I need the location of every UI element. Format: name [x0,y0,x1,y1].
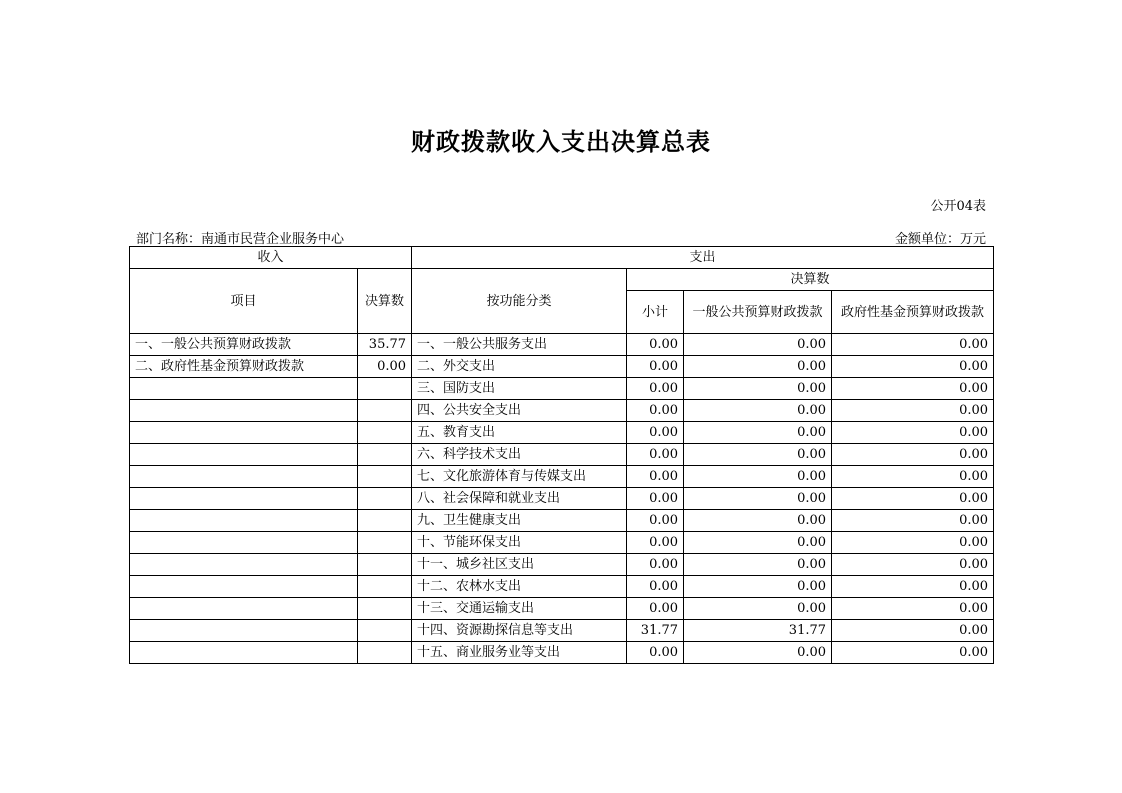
table-row [130,378,994,400]
income-item-cell [130,620,358,642]
expense-item-cell: 七、文化旅游体育与传媒支出 [412,466,627,488]
table-row [130,334,994,356]
subtotal-cell: 0.00 [627,400,684,422]
general-budget-cell: 0.00 [684,576,832,598]
income-amount-cell [358,598,412,620]
subtotal-cell: 0.00 [627,488,684,510]
gov-fund-cell: 0.00 [832,422,994,444]
income-item-cell [130,444,358,466]
gov-fund-cell: 0.00 [832,576,994,598]
table-row [130,356,994,378]
general-budget-cell: 0.00 [684,598,832,620]
header-expense: 支出 [412,247,994,269]
expense-item-cell: 三、国防支出 [412,378,627,400]
subtotal-cell: 0.00 [627,532,684,554]
gov-fund-cell: 0.00 [832,488,994,510]
income-amount-cell [358,400,412,422]
expense-item-cell: 十四、资源勘探信息等支出 [412,620,627,642]
table-row [130,400,994,422]
income-amount-cell [358,488,412,510]
gov-fund-cell: 0.00 [832,598,994,620]
income-item-cell [130,466,358,488]
general-budget-cell: 0.00 [684,466,832,488]
income-amount-cell [358,422,412,444]
income-item-cell [130,422,358,444]
table-row [130,444,994,466]
header-final: 决算数 [627,269,994,291]
expense-item-cell: 五、教育支出 [412,422,627,444]
table-row [130,510,994,532]
subtotal-cell: 0.00 [627,598,684,620]
subtotal-cell: 0.00 [627,356,684,378]
income-item-cell [130,510,358,532]
header-income: 收入 [130,247,412,269]
income-amount-cell [358,554,412,576]
table-row [130,620,994,642]
form-number: 公开04表 [930,199,986,214]
gov-fund-cell: 0.00 [832,356,994,378]
subtotal-cell: 0.00 [627,554,684,576]
table-row [130,598,994,620]
general-budget-cell: 0.00 [684,510,832,532]
subtotal-cell: 0.00 [627,334,684,356]
subtotal-cell: 0.00 [627,510,684,532]
expense-item-cell: 二、外交支出 [412,356,627,378]
income-item-cell [130,400,358,422]
general-budget-cell: 0.00 [684,378,832,400]
expense-item-cell: 十二、农林水支出 [412,576,627,598]
income-item-cell: 一、一般公共预算财政拨款 [130,334,358,356]
general-budget-cell: 0.00 [684,444,832,466]
gov-fund-cell: 0.00 [832,532,994,554]
subtotal-cell: 0.00 [627,422,684,444]
general-budget-cell: 0.00 [684,400,832,422]
gov-fund-cell: 0.00 [832,642,994,664]
income-item-cell [130,554,358,576]
gov-fund-cell: 0.00 [832,510,994,532]
header-item: 项目 [130,269,358,334]
income-amount-cell [358,444,412,466]
expense-item-cell: 九、卫生健康支出 [412,510,627,532]
amount-unit: 金额单位：万元 [894,232,986,247]
header-amount: 决算数 [358,269,412,334]
income-item-cell [130,576,358,598]
income-item-cell [130,378,358,400]
table-row [130,554,994,576]
gov-fund-cell: 0.00 [832,620,994,642]
subtotal-cell: 0.00 [627,466,684,488]
general-budget-cell: 0.00 [684,334,832,356]
income-item-cell [130,488,358,510]
final-accounts-table [129,246,994,664]
income-amount-cell: 35.77 [358,334,412,356]
gov-fund-cell: 0.00 [832,466,994,488]
header-func-class: 按功能分类 [412,269,627,334]
general-budget-cell: 0.00 [684,356,832,378]
expense-item-cell: 十五、商业服务业等支出 [412,642,627,664]
income-item-cell [130,598,358,620]
table-row [130,576,994,598]
table-row [130,642,994,664]
general-budget-cell: 31.77 [684,620,832,642]
gov-fund-cell: 0.00 [832,334,994,356]
gov-fund-cell: 0.00 [832,444,994,466]
income-amount-cell [358,466,412,488]
expense-item-cell: 八、社会保障和就业支出 [412,488,627,510]
subtotal-cell: 0.00 [627,444,684,466]
general-budget-cell: 0.00 [684,532,832,554]
expense-item-cell: 十、节能环保支出 [412,532,627,554]
general-budget-cell: 0.00 [684,488,832,510]
subtotal-cell: 31.77 [627,620,684,642]
income-amount-cell [358,532,412,554]
gov-fund-cell: 0.00 [832,554,994,576]
department-name: 部门名称：南通市民营企业服务中心 [136,232,345,247]
income-amount-cell: 0.00 [358,356,412,378]
table-row [130,422,994,444]
income-amount-cell [358,378,412,400]
general-budget-cell: 0.00 [684,642,832,664]
income-amount-cell [358,642,412,664]
table-row [130,488,994,510]
subtotal-cell: 0.00 [627,576,684,598]
income-item-cell [130,532,358,554]
expense-item-cell: 一、一般公共服务支出 [412,334,627,356]
expense-item-cell: 十三、交通运输支出 [412,598,627,620]
income-amount-cell [358,510,412,532]
gov-fund-cell: 0.00 [832,400,994,422]
expense-item-cell: 四、公共安全支出 [412,400,627,422]
table-row [130,466,994,488]
header-subtotal: 小计 [627,291,684,334]
income-item-cell: 二、政府性基金预算财政拨款 [130,356,358,378]
header-row-2 [130,269,994,291]
header-gov-fund: 政府性基金预算财政拨款 [832,291,994,334]
gov-fund-cell: 0.00 [832,378,994,400]
expense-item-cell: 十一、城乡社区支出 [412,554,627,576]
header-general: 一般公共预算财政拨款 [684,291,832,334]
general-budget-cell: 0.00 [684,422,832,444]
income-amount-cell [358,576,412,598]
subtotal-cell: 0.00 [627,378,684,400]
page-title: 财政拨款收入支出决算总表 [411,127,711,156]
subtotal-cell: 0.00 [627,642,684,664]
general-budget-cell: 0.00 [684,554,832,576]
income-item-cell [130,642,358,664]
expense-item-cell: 六、科学技术支出 [412,444,627,466]
table-row [130,532,994,554]
header-row-1 [130,247,994,269]
income-amount-cell [358,620,412,642]
